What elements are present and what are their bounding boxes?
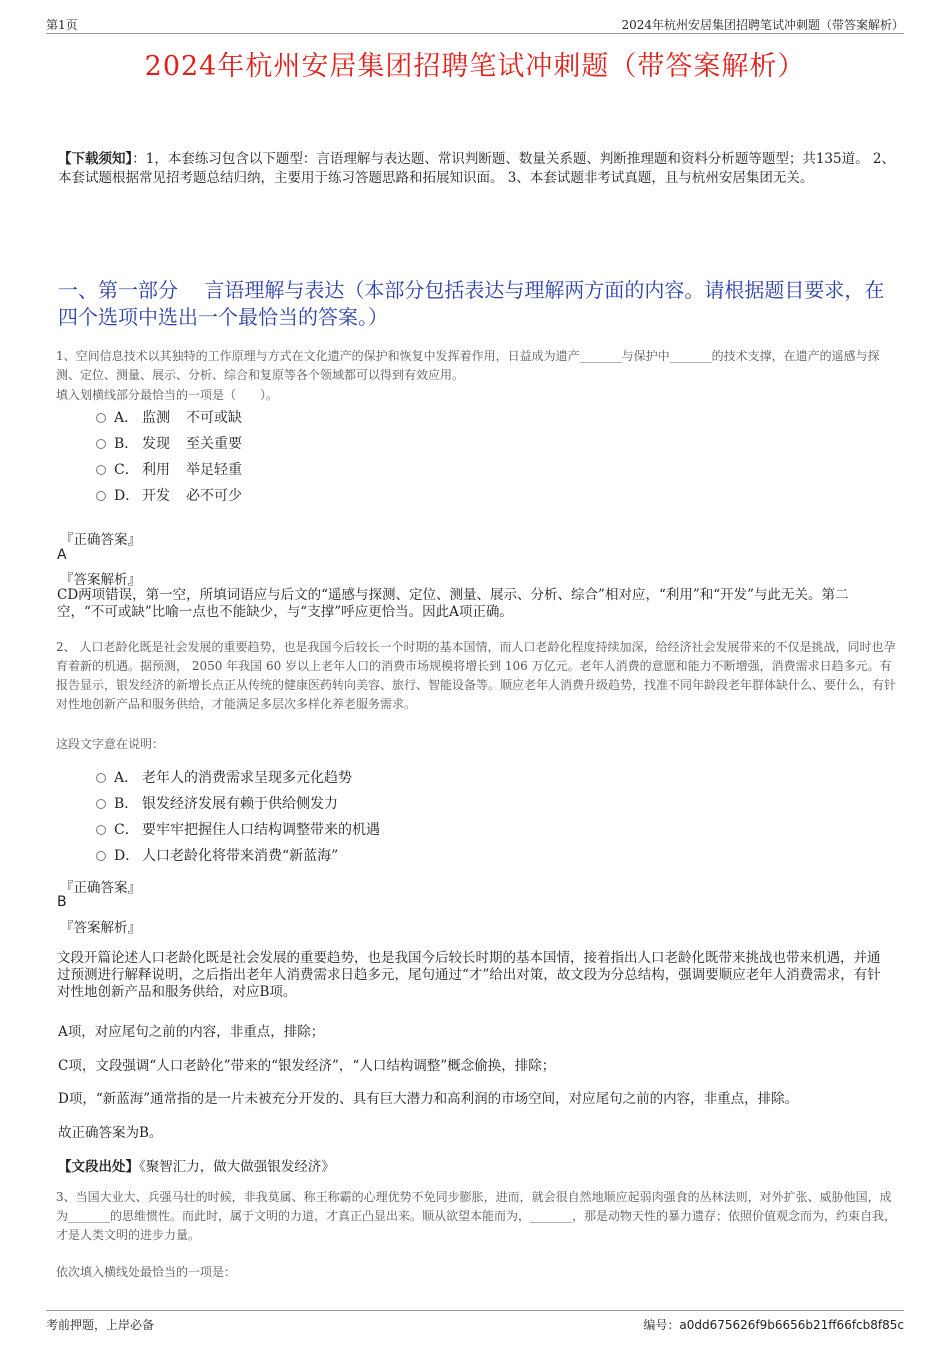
q1-prompt: 填入划横线部分最恰当的一项是（ ）。 bbox=[56, 388, 279, 402]
page-footer bbox=[46, 1310, 904, 1334]
q2-conclusion: 故正确答案为B。 bbox=[58, 1125, 163, 1141]
q2-source bbox=[58, 1155, 894, 1175]
notice-text: ：1，本套练习包含以下题型：言语理解与表达题、常识判断题、数量关系题、判断推理题和资料分析题等题型；共135道。 2、本套试题根据常见招考题总结归纳，主要用于练习答题思路和拓展知识面。 3、本套试题非考试真题，且与杭州安居集团无关。 bbox=[58, 151, 895, 186]
q2-stem: 2、 人口老龄化既是社会发展的重要趋势，也是我国今后较长一个时期的基本国情，而人口老龄化程度持续加深，给经济社会发展带来的不仅是挑战，同时也孕育着新的机遇。据预测， 2050 年我国 60 岁以上老年人口的消费市场规模将增长到 106 万亿元。老年人消费的意愿和能力不断增强，消费需求日趋多元。有报告显示，银发经济的新增长点正从传统的健康医药转向美容、旅行、智能设备等。顺应老年人消费升级趋势，找准不同年龄段老年群体缺什么、要什么，有针对性地创新产品和服务供给，才能满足多层次多样化养老服务需求。 bbox=[56, 640, 897, 711]
radio-icon[interactable] bbox=[96, 825, 106, 835]
radio-icon[interactable] bbox=[96, 773, 106, 783]
q2-prompt: 这段文字意在说明： bbox=[56, 737, 165, 751]
q2-analysis-d: D项，“新蓝海”通常指的是一片未被充分开发的、具有巨大潜力和高利润的市场空间，对应尾句之前的内容，非重点，排除。 bbox=[58, 1091, 799, 1107]
source-title: 《聚智汇力，做大做强银发经济》 bbox=[139, 1159, 335, 1175]
radio-icon[interactable] bbox=[96, 413, 106, 423]
section-heading: 一、第一部分 言语理解与表达（本部分包括表达与理解两方面的内容。请根据题目要求，在四个选项中选出一个最恰当的答案。） bbox=[58, 278, 885, 329]
q3-stem: 3、当国大业大、兵强马壮的时候，非我莫属、称王称霸的心理优势不免同步膨胀，进而，就会很自然地顺应起弱肉强食的丛林法则，对外扩张、威胁他国，成为_______的思维惯性。而此时，属于文明的力道，才真正凸显出来。顺从欲望本能而为，_______，那是动物天性的暴力遗存；依照价值观念而为，约束自我，才是人类文明的进步力量。 bbox=[56, 1190, 897, 1242]
page-header bbox=[46, 14, 904, 34]
radio-icon[interactable] bbox=[96, 439, 106, 449]
q1-answer: A bbox=[57, 547, 67, 563]
q2-analysis-c: C项，文段强调“人口老龄化”带来的“银发经济”，“人口结构调整”概念偷换，排除； bbox=[58, 1058, 556, 1074]
radio-icon[interactable] bbox=[96, 465, 106, 475]
q1-answer-label: 『正确答案』 bbox=[60, 532, 141, 548]
q2-answer: B bbox=[57, 894, 67, 910]
notice-tag: 【下载须知】 bbox=[58, 151, 133, 167]
q2-option-a[interactable]: A． 老年人的消费需求呈现多元化趋势 bbox=[96, 765, 380, 791]
running-title: 2024年杭州安居集团招聘笔试冲刺题（带答案解析） bbox=[621, 18, 904, 32]
source-tag: 【文段出处】 bbox=[58, 1159, 139, 1175]
download-notice bbox=[58, 150, 898, 188]
q2-option-c[interactable]: C． 要牢牢把握住人口结构调整带来的机遇 bbox=[96, 817, 380, 843]
q1-stem: 1、空间信息技术以其独特的工作原理与方式在文化遗产的保护和恢复中发挥着作用，日益成为遗产_______与保护中_______的技术支撑，在遗产的遥感与探测、定位、测量、展示、分析、综合和复原等各个领域都可以得到有效应用。 bbox=[56, 349, 880, 382]
document-code: 编号：a0dd675626f9b6656b21ff66fcb8f85c bbox=[643, 1318, 904, 1332]
radio-icon[interactable] bbox=[96, 491, 106, 501]
q2-analysis: 文段开篇论述人口老龄化既是社会发展的重要趋势，也是我国今后较长时期的基本国情，接着指出人口老龄化既带来挑战也带来机遇，并通过预测进行解释说明，之后指出老年人消费需求日趋多元，尾句通过“才”给出对策，故文段为分总结构，强调要顺应老年人消费需求，有针对性地创新产品和服务供给，对应B项。 bbox=[57, 950, 881, 1000]
q1-options bbox=[96, 405, 242, 509]
radio-icon[interactable] bbox=[96, 851, 106, 861]
page-number: 第1页 bbox=[46, 18, 78, 32]
q3-prompt: 依次填入横线处最恰当的一项是： bbox=[56, 1265, 237, 1279]
q2-analysis-a: A项，对应尾句之前的内容，非重点，排除； bbox=[58, 1024, 325, 1040]
q1-option-d[interactable]: D． 开发 必不可少 bbox=[96, 483, 242, 509]
footer-slogan: 考前押题，上岸必备 bbox=[46, 1318, 155, 1332]
q1-option-c[interactable]: C． 利用 举足轻重 bbox=[96, 457, 242, 483]
q2-answer-label: 『正确答案』 bbox=[60, 880, 141, 896]
q1-analysis-label: 『答案解析』 bbox=[60, 572, 141, 588]
q2-option-d[interactable]: D． 人口老龄化将带来消费“新蓝海” bbox=[96, 843, 380, 869]
q2-analysis-label: 『答案解析』 bbox=[60, 920, 141, 936]
q2-options bbox=[96, 765, 380, 869]
q1-analysis: CD两项错误，第一空，所填词语应与后文的“遥感与探测、定位、测量、展示、分析、综合”相对应，“利用”和“开发”与此无关。第二空，“不可或缺”比喻一点也不能缺少，与“支撑”呼应更恰当。因此A项正确。 bbox=[57, 587, 849, 620]
q2-option-b[interactable]: B． 银发经济发展有赖于供给侧发力 bbox=[96, 791, 380, 817]
radio-icon[interactable] bbox=[96, 799, 106, 809]
q1-option-a[interactable]: A． 监测 不可或缺 bbox=[96, 405, 242, 431]
document-title: 2024年杭州安居集团招聘笔试冲刺题（带答案解析） bbox=[144, 51, 806, 82]
q1-option-b[interactable]: B． 发现 至关重要 bbox=[96, 431, 242, 457]
